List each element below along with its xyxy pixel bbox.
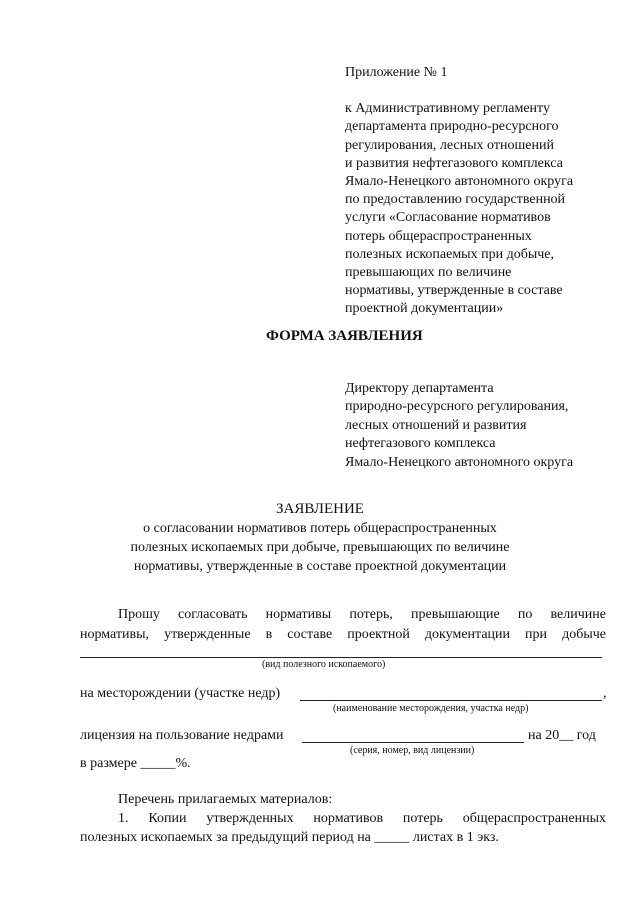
license-year: на 20__ год — [528, 728, 596, 743]
statement-subtitle-line: о согласовании нормативов потерь общераспространенных — [143, 521, 497, 536]
materials-heading: Перечень прилагаемых материалов: — [118, 792, 333, 807]
appendix-line: полезных ископаемых при добыче, — [345, 246, 554, 262]
appendix-line: регулирования, лесных отношений — [345, 137, 554, 153]
mineral-type-caption: (вид полезного ископаемого) — [262, 659, 386, 670]
appendix-line: департамента природно-ресурсного — [345, 119, 559, 135]
statement-title: ЗАЯВЛЕНИЕ — [276, 501, 364, 517]
license-field[interactable] — [302, 742, 524, 743]
appendix-line: к Административному регламенту — [345, 101, 550, 117]
appendix-line: и развития нефтегазового комплекса — [345, 155, 563, 171]
addressee-line: лесных отношений и развития — [345, 417, 527, 433]
addressee-block — [345, 380, 625, 472]
form-title: ФОРМА ЗАЯВЛЕНИЯ — [266, 328, 423, 344]
materials-item-1-line-1: 1. Копии утвержденных нормативов потерь общераспространенных — [118, 811, 606, 826]
license-label: лицензия на пользование недрами — [80, 728, 284, 743]
license-caption: (серия, номер, вид лицензии) — [350, 745, 475, 756]
addressee-line: Ямало-Ненецкого автономного округа — [345, 454, 574, 470]
statement-subtitle-line: полезных ископаемых при добыче, превышающих по величине — [130, 540, 510, 555]
addressee-line: Директору департамента — [345, 381, 494, 396]
appendix-spacer — [345, 82, 625, 100]
request-line-1: Прошу согласовать нормативы потерь, превышающие по величине — [118, 607, 606, 622]
deposit-caption: (наименование месторождения, участка недр) — [333, 703, 529, 714]
appendix-line: по предоставлению государственной — [345, 192, 566, 208]
appendix-block — [345, 64, 625, 319]
appendix-line: проектной документации» — [345, 301, 504, 317]
appendix-line: нормативы, утвержденные в составе — [345, 283, 563, 299]
appendix-line: Ямало-Ненецкого автономного округа — [345, 174, 574, 190]
addressee-line: нефтегазового комплекса — [345, 436, 496, 452]
appendix-line: потерь общераспространенных — [345, 228, 532, 244]
request-line-2: нормативы, утвержденные в составе проектной документации при добыче — [80, 627, 606, 642]
statement-subtitle-line: нормативы, утвержденные в составе проектной документации — [133, 559, 507, 574]
statement-heading — [100, 500, 540, 576]
amount-line: в размере _____%. — [80, 756, 191, 771]
deposit-label: на месторождении (участке недр) — [80, 686, 281, 701]
addressee-line: природно-ресурсного регулирования, — [345, 399, 569, 415]
materials-item-1-line-2: полезных ископаемых за предыдущий период на _____ листах в 1 экз. — [80, 830, 499, 845]
deposit-comma: , — [603, 686, 607, 701]
deposit-name-field[interactable] — [300, 700, 602, 701]
appendix-line: превышающих по величине — [345, 265, 512, 281]
appendix-line: услуги «Согласование нормативов — [345, 210, 551, 226]
mineral-type-field[interactable] — [80, 657, 602, 658]
appendix-number: Приложение № 1 — [345, 65, 448, 80]
